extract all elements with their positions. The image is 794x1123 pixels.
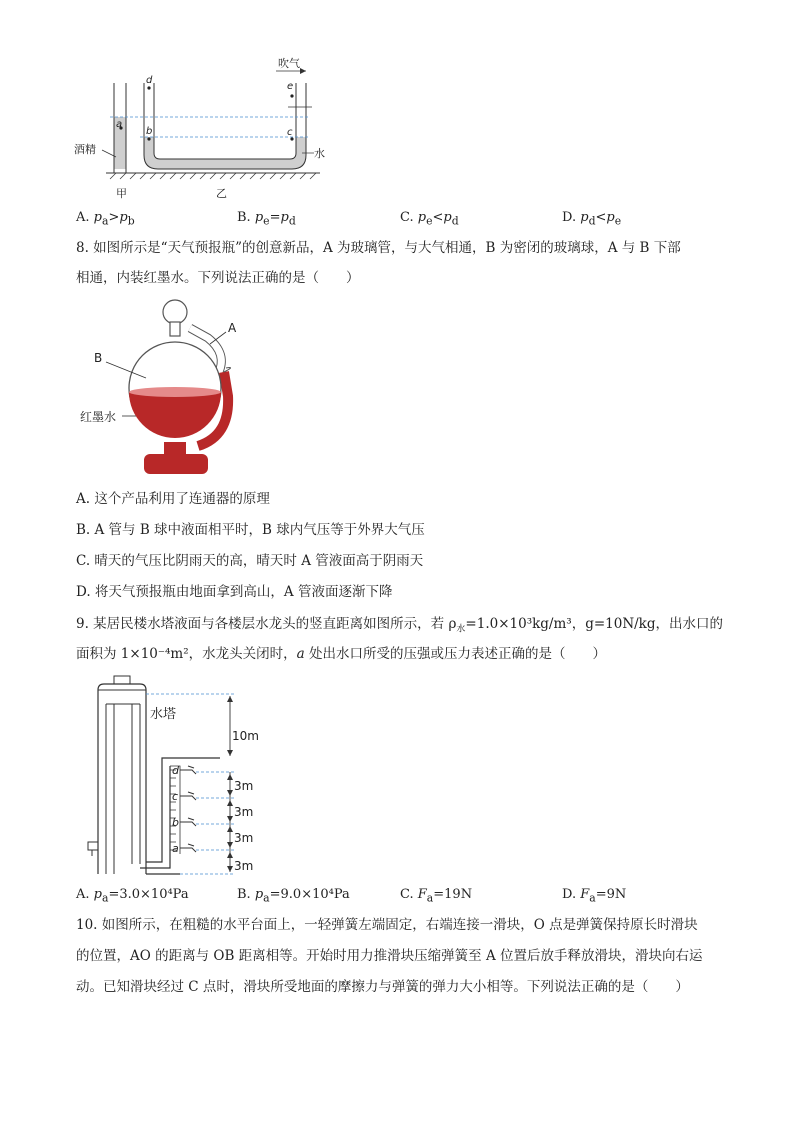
label-red-ink: 红墨水 [80, 410, 117, 424]
label-yi: 乙 [216, 187, 227, 200]
q10-stem-line1: 10. 如图所示，在粗糙的水平台面上，一轻弹簧左端固定，右端连接一滑块，O 点是弹簧保持原长时滑块 [76, 917, 698, 933]
q7-option-a[interactable]: A. $p_a>p_b$ [76, 210, 135, 228]
label-floor-c: c [172, 790, 179, 803]
label-dim-1: 3m [234, 779, 254, 793]
label-blow: 吹气 [278, 57, 300, 70]
point-a: a [116, 119, 123, 130]
q8-option-c[interactable]: C. 晴天的气压比阴雨天的高，晴天时 A 管液面高于阴雨天 [76, 553, 424, 569]
label-floor-a: a [172, 842, 179, 855]
q10-stem-line2: 的位置，AO 的距离与 OB 距离相等。开始时用力推滑块压缩弹簧至 A 位置后放手释放滑块，滑块向右运 [76, 948, 703, 964]
q8-stem-line1: 8. 如图所示是“天气预报瓶”的创意新品，A 为玻璃管，与大气相通，B 为密闭的玻璃球，A 与 B 下部 [76, 240, 681, 256]
label-floor-b: b [172, 816, 179, 829]
point-c: c [287, 127, 293, 138]
label-alcohol: 酒精 [74, 143, 96, 156]
label-jia: 甲 [116, 187, 127, 200]
q9-stem-line2: 面积为 1×10⁻⁴m²，水龙头关闭时，a 处出水口所受的压强或压力表述正确的是（ ） [76, 646, 606, 662]
point-b: b [146, 126, 153, 137]
q8-option-d[interactable]: D. 将天气预报瓶由地面拿到高山，A 管液面逐渐下降 [76, 584, 393, 600]
q7-option-c[interactable]: C. $p_e<p_d$ [400, 210, 459, 228]
label-water: 水 [314, 147, 325, 160]
label-dim-10m: 10m [232, 729, 259, 743]
label-a: A [228, 321, 237, 335]
q8-option-a[interactable]: A. 这个产品利用了连通器的原理 [76, 491, 270, 507]
figure-q7-u-tube [70, 55, 340, 205]
point-d: d [146, 75, 153, 86]
label-dim-3: 3m [234, 831, 254, 845]
q8-option-b[interactable]: B. A 管与 B 球中液面相平时，B 球内气压等于外界大气压 [76, 522, 425, 538]
q9-option-a[interactable]: A. $p_a=3.0\times 10^4Pa$ [76, 887, 189, 905]
q9-option-d[interactable]: D. $F_a=9N$ [562, 887, 627, 905]
q7-option-b[interactable]: B. $p_e=p_d$ [237, 210, 296, 228]
q9-option-c[interactable]: C. $F_a=19N$ [400, 887, 473, 905]
q9-option-b[interactable]: B. $p_a=9.0\times 10^4Pa$ [237, 887, 350, 905]
label-dim-2: 3m [234, 805, 254, 819]
figure-q8-weather-bottle [78, 296, 268, 482]
figure-q9-water-tower [84, 674, 284, 880]
label-water-tower: 水塔 [150, 707, 177, 722]
q7-option-d[interactable]: D. $p_d<p_e$ [562, 210, 622, 228]
q8-stem-line2: 相通，内装红墨水。下列说法正确的是（ ） [76, 270, 360, 286]
label-floor-d: d [172, 764, 179, 777]
q9-stem-line1: 9. 某居民楼水塔液面与各楼层水龙头的竖直距离如图所示，若 $\rho_水=1.0\times 10^3kg/m^3$，g=10N/kg，出水口的 [76, 616, 724, 635]
label-b: B [94, 351, 103, 365]
label-dim-4: 3m [234, 859, 254, 873]
point-e: e [287, 81, 294, 92]
q10-stem-line3: 动。已知滑块经过 C 点时，滑块所受地面的摩擦力与弹簧的弹力大小相等。下列说法正确的是（ ） [76, 979, 689, 995]
